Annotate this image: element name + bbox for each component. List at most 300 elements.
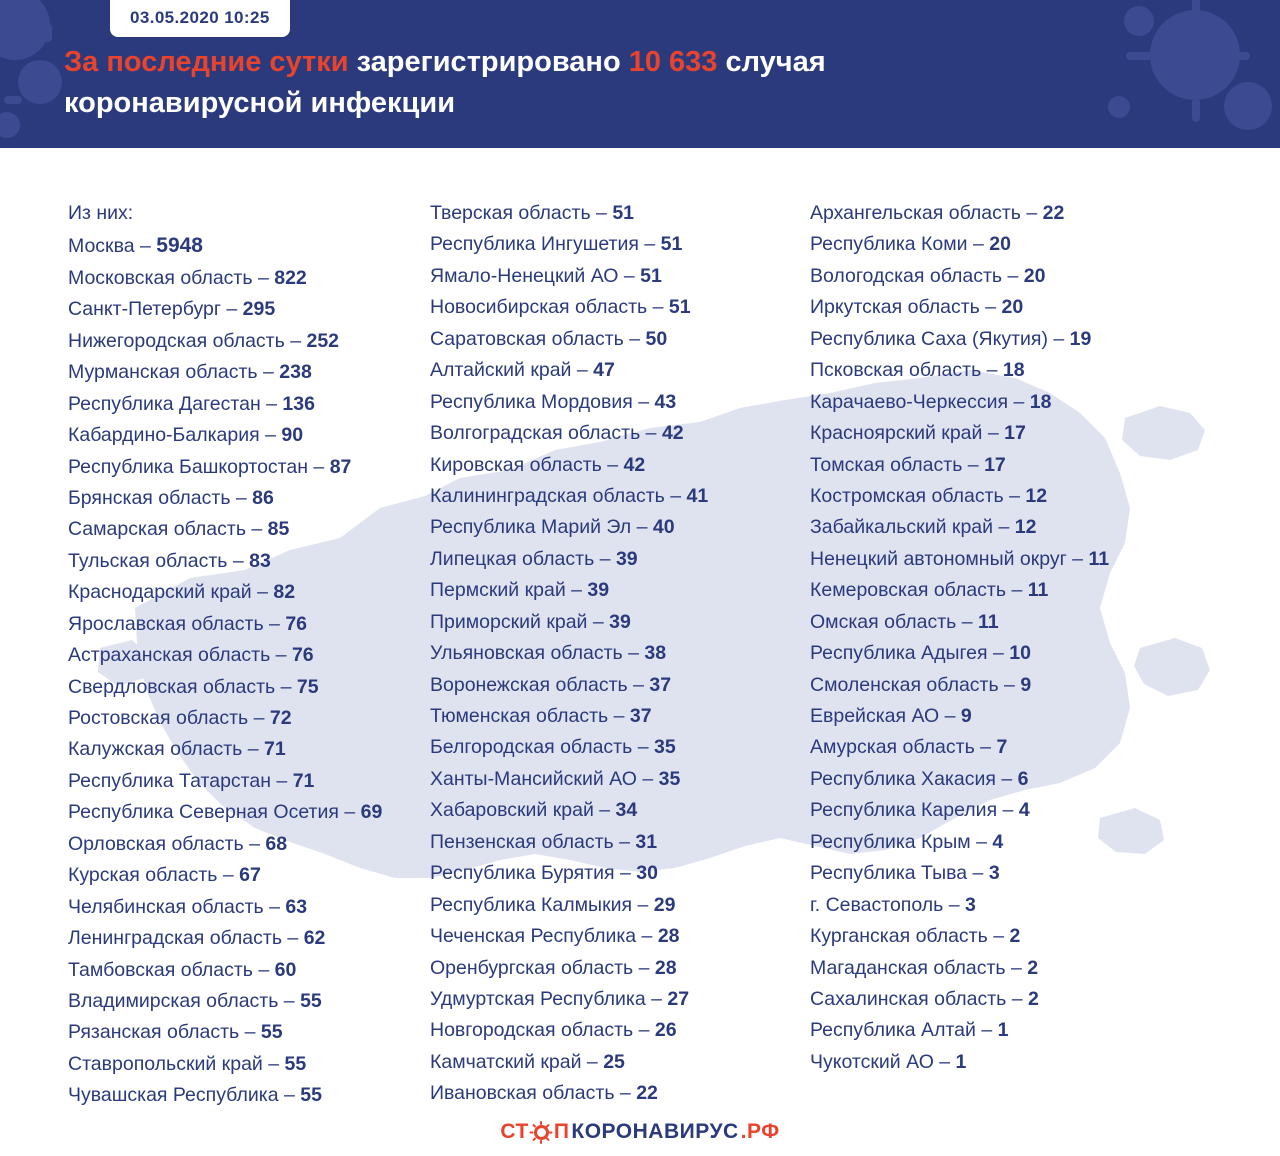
region-name: Воронежская область (430, 673, 628, 696)
region-name: Томская область (810, 453, 963, 476)
region-row (810, 392, 1280, 413)
region-name: Ханты-Мансийский АО (430, 767, 637, 790)
region-dash: – (962, 453, 985, 476)
region-row (430, 360, 810, 381)
region-dash: – (943, 893, 965, 916)
region-value: 39 (587, 579, 610, 602)
region-value: 41 (686, 484, 709, 507)
region-row (810, 926, 1280, 947)
region-value: 37 (649, 673, 672, 696)
region-name: Республика Ингушетия (430, 233, 639, 256)
region-row (68, 739, 430, 760)
region-value: 31 (635, 830, 658, 853)
region-name: Хабаровский край (430, 799, 594, 822)
region-value: 55 (284, 1052, 307, 1075)
region-row (430, 863, 810, 884)
region-dash: – (995, 767, 1018, 790)
region-name: Республика Северная Осетия (68, 801, 339, 824)
region-value: 9 (960, 705, 972, 727)
region-row (68, 234, 430, 257)
region-name: Чувашская Республика (68, 1084, 279, 1107)
region-name: Камчатский край (430, 1050, 582, 1073)
page-title (64, 42, 1030, 124)
region-name: Забайкальский край (810, 516, 994, 539)
region-value: 51 (612, 202, 635, 224)
region-name: Псковская область (810, 359, 982, 382)
region-value: 4 (992, 830, 1004, 853)
region-name: Тульская область (68, 549, 228, 572)
region-name: Саратовская область (430, 327, 624, 350)
region-name: Свердловская область (68, 675, 276, 698)
region-name: Калининградская область (430, 484, 665, 507)
region-value: 60 (274, 958, 297, 981)
region-value: 55 (300, 989, 322, 1012)
region-value: 2 (1009, 925, 1021, 948)
region-row (430, 989, 810, 1010)
region-row (68, 677, 430, 698)
region-name: Липецкая область (430, 547, 595, 570)
region-name: Смоленская область (810, 673, 999, 696)
region-dash: – (227, 549, 250, 572)
region-dash: – (243, 832, 266, 855)
region-row (68, 394, 430, 415)
region-dash: – (571, 359, 594, 382)
region-dash: – (565, 579, 588, 602)
region-row (430, 203, 810, 224)
region-dash: – (587, 610, 610, 633)
region-row (68, 551, 430, 572)
headline-accent: За последние сутки (64, 46, 349, 78)
region-row (430, 266, 810, 287)
region-row (810, 612, 1280, 633)
region-value: 3 (988, 862, 1000, 885)
region-dash: – (967, 862, 989, 885)
region-name: Карачаево-Черкессия (810, 390, 1009, 413)
region-dash: – (645, 987, 668, 1010)
headline-count: 10 633 (628, 46, 718, 78)
region-dash: – (982, 422, 1005, 445)
region-value: 68 (265, 832, 288, 855)
region-dash: – (614, 1082, 637, 1105)
region-dash: – (1066, 547, 1089, 570)
region-dash: – (263, 895, 286, 918)
region-value: 7 (996, 736, 1008, 759)
region-row (810, 203, 1280, 224)
region-name: Приморский край (430, 610, 588, 633)
region-name: Кабардино-Балкария (68, 424, 260, 447)
region-dash: – (987, 925, 1010, 948)
region-row (68, 519, 430, 540)
region-value: 51 (660, 233, 683, 256)
region-row (68, 802, 430, 823)
region-value: 86 (252, 486, 274, 509)
region-value: 42 (623, 453, 646, 476)
region-value: 12 (1014, 516, 1037, 539)
region-dash: – (1005, 956, 1028, 979)
virus-icon (531, 1122, 552, 1143)
region-value: 69 (360, 801, 383, 824)
region-dash: – (633, 956, 655, 979)
region-value: 136 (282, 392, 315, 415)
region-value: 72 (269, 707, 292, 729)
region-value: 822 (274, 266, 307, 289)
headline-tail: случая (717, 46, 826, 78)
region-row (810, 266, 1280, 287)
region-row (68, 834, 430, 855)
region-row (810, 1020, 1280, 1041)
region-dash: – (1003, 484, 1026, 507)
region-row (68, 897, 430, 918)
region-row (68, 425, 430, 446)
region-name: Ненецкий автономный округ (810, 547, 1067, 570)
region-dash: – (633, 1019, 655, 1042)
region-name: Ростовская область (68, 707, 249, 729)
region-name: Мурманская область (68, 361, 258, 384)
region-name: Чеченская Республика (430, 925, 637, 948)
region-value: 11 (1027, 579, 1049, 602)
region-value: 22 (1042, 202, 1065, 224)
region-value: 43 (654, 390, 677, 413)
region-row (430, 329, 810, 350)
region-name: Самарская область (68, 518, 246, 541)
region-name: Республика Адыгея (810, 642, 988, 665)
region-name: Магаданская область (810, 956, 1006, 979)
region-dash: – (284, 329, 307, 352)
region-value: 76 (285, 612, 308, 635)
region-dash: – (230, 486, 253, 509)
region-name: Брянская область (68, 486, 231, 509)
region-name: Республика Башкортостан (68, 455, 308, 478)
region-name: Челябинская область (68, 895, 264, 918)
region-row (810, 832, 1280, 853)
region-name: Тамбовская область (68, 958, 253, 981)
region-row (810, 895, 1280, 916)
region-name: Амурская область (810, 736, 975, 759)
region-value: 18 (1029, 390, 1052, 413)
region-name: Рязанская область (68, 1021, 240, 1044)
region-name: Республика Марий Эл (430, 516, 632, 539)
region-value: 71 (264, 738, 286, 761)
region-name: Новгородская область (430, 1019, 634, 1042)
region-dash: – (278, 1084, 301, 1107)
region-dash: – (632, 736, 654, 759)
region-name: Орловская область (68, 832, 244, 855)
region-dash: – (636, 925, 658, 948)
region-name: Ярославская область (68, 612, 264, 635)
logo-blue: КОРОНАВИРУС (571, 1120, 739, 1143)
region-value: 51 (668, 296, 691, 319)
region-row (68, 1022, 430, 1043)
region-value: 55 (260, 1021, 283, 1044)
region-row (68, 299, 430, 320)
region-value: 10 (1009, 642, 1031, 665)
region-value: 18 (1002, 359, 1025, 382)
region-row (810, 423, 1280, 444)
region-name: Ивановская область (430, 1082, 615, 1105)
region-dash: – (308, 455, 330, 478)
region-value: 37 (629, 705, 652, 727)
region-value: 30 (636, 862, 658, 885)
region-dash: – (590, 202, 613, 224)
region-value: 82 (273, 581, 296, 604)
region-name: Республика Саха (Якутия) (810, 327, 1048, 350)
region-name: Москва (68, 235, 135, 258)
region-value: 47 (593, 359, 615, 382)
region-name: Владимирская область (68, 989, 279, 1012)
region-dash: – (601, 453, 624, 476)
region-row (810, 517, 1280, 538)
region-name: Республика Калмыкия (430, 893, 633, 916)
region-dash: – (647, 296, 669, 319)
region-row (430, 832, 810, 853)
region-name: Волгоградская область (430, 422, 641, 445)
region-name: Ленинградская область (68, 927, 282, 950)
region-value: 3 (965, 893, 976, 916)
region-name: Республика Хакасия (810, 767, 996, 790)
region-name: Республика Алтай (810, 1019, 976, 1042)
region-row (810, 549, 1280, 570)
region-value: 39 (609, 610, 631, 633)
region-dash: – (970, 830, 993, 853)
region-dash: – (260, 392, 283, 415)
region-row (810, 737, 1280, 758)
region-name: г. Севастополь (810, 893, 944, 916)
region-name: Чукотский АО (810, 1050, 934, 1073)
region-dash: – (1006, 579, 1028, 602)
region-name: Омская область (810, 610, 957, 633)
region-dash: – (252, 266, 275, 289)
region-row (68, 614, 430, 635)
region-value: 62 (303, 927, 326, 950)
region-row (810, 1052, 1280, 1073)
region-name: Республика Бурятия (430, 862, 615, 885)
region-row (430, 234, 810, 255)
region-row (68, 268, 430, 289)
region-dash: – (252, 958, 275, 981)
region-row (430, 517, 810, 538)
region-name: Красноярский край (810, 422, 983, 445)
region-value: 20 (989, 233, 1011, 256)
region-value: 17 (1004, 422, 1026, 445)
region-dash: – (993, 516, 1015, 539)
region-dash: – (998, 673, 1021, 696)
region-name: Ставропольский край (68, 1052, 263, 1075)
region-name: Пермский край (430, 579, 566, 602)
region-name: Республика Дагестан (68, 392, 261, 415)
region-value: 25 (603, 1050, 625, 1073)
region-row (430, 895, 810, 916)
region-value: 50 (645, 327, 668, 350)
footer (0, 1120, 1280, 1144)
region-dash: – (251, 581, 274, 604)
region-row (810, 297, 1280, 318)
region-name: Ямало-Ненецкий АО (430, 264, 619, 287)
region-value: 67 (239, 864, 261, 887)
region-value: 76 (291, 644, 314, 667)
region-row (810, 486, 1280, 507)
region-name: Удмуртская Республика (430, 987, 646, 1010)
region-dash: – (613, 830, 636, 853)
region-name: Республика Тыва (810, 862, 968, 885)
region-name: Оренбургская область (430, 956, 634, 979)
region-row (430, 800, 810, 821)
region-value: 63 (285, 895, 308, 918)
region-value: 20 (1023, 264, 1046, 287)
region-dash: – (248, 707, 270, 729)
region-dash: – (933, 1050, 956, 1073)
region-row (810, 580, 1280, 601)
region-value: 295 (242, 298, 276, 321)
stopcoronavirus-logo[interactable] (500, 1120, 779, 1144)
region-row (810, 455, 1280, 476)
region-value: 1 (955, 1050, 967, 1073)
region-value: 22 (636, 1082, 658, 1105)
region-dash: – (664, 484, 687, 507)
region-row (68, 960, 430, 981)
region-value: 11 (978, 610, 999, 633)
region-value: 12 (1025, 484, 1048, 507)
region-row (810, 643, 1280, 664)
region-row (810, 958, 1280, 979)
region-dash: – (632, 390, 655, 413)
region-value: 71 (292, 769, 315, 792)
region-dash: – (220, 298, 243, 321)
region-name: Республика Карелия (810, 799, 998, 822)
region-value: 20 (1001, 296, 1024, 319)
region-value: 75 (296, 675, 319, 698)
region-row (68, 582, 430, 603)
region-row (430, 486, 810, 507)
regions-column-1 (0, 203, 430, 1117)
date-badge: 03.05.2020 10:25 (110, 0, 290, 37)
region-value: 42 (661, 422, 684, 445)
region-row (68, 645, 430, 666)
region-name: Сахалинская область (810, 987, 1007, 1010)
header-banner (0, 0, 1280, 148)
region-value: 39 (615, 547, 638, 570)
region-row (68, 991, 430, 1012)
region-dash: – (974, 736, 997, 759)
region-value: 1 (997, 1019, 1009, 1042)
region-value: 17 (984, 453, 1006, 476)
region-value: 40 (652, 516, 675, 539)
region-row (810, 360, 1280, 381)
region-name: Костромская область (810, 484, 1004, 507)
region-row (430, 706, 810, 727)
region-dash: – (975, 1019, 998, 1042)
region-name: Вологодская область (810, 264, 1003, 287)
region-value: 28 (654, 956, 677, 979)
region-row (430, 423, 810, 444)
region-row (430, 580, 810, 601)
region-value: 51 (640, 264, 662, 287)
region-name: Алтайский край (430, 359, 572, 382)
region-value: 252 (306, 329, 340, 352)
region-row (810, 863, 1280, 884)
region-dash: – (270, 644, 292, 667)
region-row (68, 928, 430, 949)
logo-red-1: СТ (500, 1120, 529, 1143)
region-name: Калужская область (68, 738, 243, 761)
headline-line2: коронавирусной инфекции (64, 87, 456, 120)
region-value: 2 (1027, 987, 1039, 1010)
region-dash: – (1020, 202, 1043, 224)
region-dash: – (939, 705, 961, 727)
region-name: Московская область (68, 266, 253, 289)
region-row (68, 1085, 430, 1106)
region-row (810, 675, 1280, 696)
regions-column-2 (430, 203, 810, 1117)
regions-column-3 (810, 203, 1280, 1117)
region-dash: – (640, 422, 662, 445)
region-value: 29 (653, 893, 676, 916)
region-dash: – (282, 927, 304, 950)
region-dash: – (259, 424, 282, 447)
region-row (430, 643, 810, 664)
region-dash: – (593, 799, 616, 822)
region-row (68, 457, 430, 478)
region-name: Курганская область (810, 925, 988, 948)
region-row (810, 706, 1280, 727)
headline-mid: зарегистрировано (348, 46, 629, 78)
region-row (68, 488, 430, 509)
region-dash: – (217, 864, 240, 887)
region-name: Астраханская область (68, 644, 271, 667)
region-dash: – (278, 989, 301, 1012)
region-dash: – (271, 769, 293, 792)
region-value: 19 (1069, 327, 1092, 350)
region-dash: – (632, 893, 654, 916)
region-name: Тюменская область (430, 705, 609, 727)
region-dash: – (614, 862, 637, 885)
region-name: Еврейская АО (810, 705, 940, 727)
region-row (68, 1054, 430, 1075)
region-value: 4 (1018, 799, 1030, 822)
region-row (430, 1052, 810, 1073)
region-dash: – (1002, 264, 1024, 287)
region-row (810, 234, 1280, 255)
region-name: Республика Татарстан (68, 769, 271, 792)
region-dash: – (242, 738, 265, 761)
region-value: 55 (300, 1084, 322, 1107)
region-name: Курская область (68, 864, 218, 887)
region-row (430, 769, 810, 790)
region-row (430, 549, 810, 570)
region-dash: – (134, 235, 157, 258)
region-value: 83 (249, 549, 271, 572)
region-value: 90 (281, 424, 304, 447)
region-name: Кировская область (430, 453, 602, 476)
region-row (68, 771, 430, 792)
region-dash: – (618, 264, 641, 287)
region-value: 34 (615, 799, 638, 822)
region-row (430, 958, 810, 979)
region-dash: – (967, 233, 990, 256)
region-dash: – (608, 705, 630, 727)
region-dash: – (239, 1021, 261, 1044)
region-row (430, 612, 810, 633)
intro-label: Из них: (68, 202, 134, 224)
region-dash: – (262, 1052, 285, 1075)
region-value: 27 (667, 987, 690, 1010)
regions-list (0, 148, 1280, 1156)
region-value: 5948 (156, 234, 203, 258)
region-row (68, 362, 430, 383)
region-dash: – (979, 296, 1002, 319)
region-dash: – (622, 642, 645, 665)
region-value: 26 (654, 1019, 677, 1042)
region-name: Ульяновская область (430, 642, 623, 665)
